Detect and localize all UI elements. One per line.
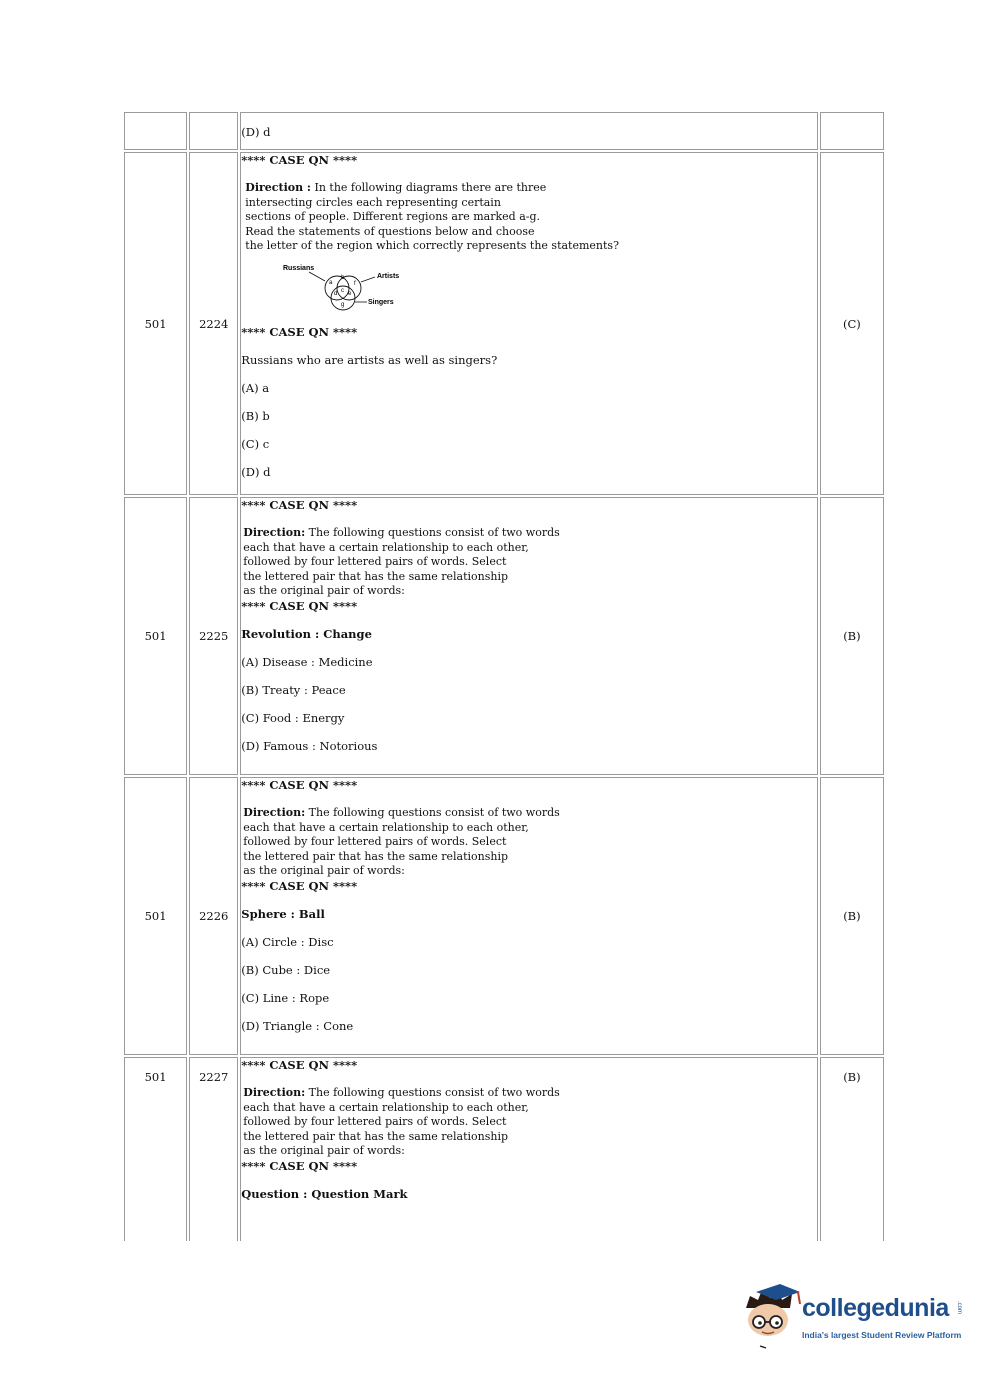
option-b: (B) Cube : Dice [241, 962, 331, 977]
question-id-cell: 2225 [189, 497, 238, 775]
mascot-icon [740, 1282, 802, 1352]
question-table [122, 110, 886, 1241]
table-row [124, 777, 884, 1055]
answer-cell: (B) [820, 497, 884, 775]
direction-label: Direction : [245, 181, 311, 194]
venn-region-e: e [348, 290, 352, 297]
venn-label-russians: Russians [283, 264, 315, 272]
exam-code-cell: 501 [124, 777, 187, 1055]
question-text: Question : Question Mark [241, 1186, 408, 1201]
direction-label: Direction: [243, 1086, 306, 1099]
direction-label: Direction: [243, 806, 306, 819]
case-header: **** CASE QN **** [241, 1058, 358, 1072]
answer-cell: (B) [820, 777, 884, 1055]
venn-region-a: a [329, 279, 333, 286]
table-row [124, 112, 884, 150]
answer-cell [820, 112, 884, 150]
table-row [124, 497, 884, 775]
exam-code-cell [124, 112, 187, 150]
direction-text: Direction : In the following diagrams there are three intersecting circles each representing certain sections of people. Different regions are marked a-g. Read the statements of questions below and choose the letter of the region which correctly represents the statements? [245, 181, 619, 252]
direction-text: Direction: The following questions consist of two words each that have a certain relationship to each other, followed by four lettered pairs of words. Select the lettered pair that has the same relationship as the original pair of words: [243, 526, 560, 597]
direction-label: Direction: [243, 526, 306, 539]
brand-name: collegedunia [802, 1294, 949, 1322]
question-body [240, 777, 818, 1055]
case-header: **** CASE QN **** [241, 153, 358, 167]
case-footer: **** CASE QN **** [241, 324, 358, 339]
option-b: (B) Treaty : Peace [241, 682, 346, 697]
venn-region-f: f [354, 280, 356, 287]
exam-code-cell: 501 [124, 152, 187, 495]
venn-region-d: d [334, 290, 338, 297]
exam-code-cell: 501 [124, 497, 187, 775]
venn-label-singers: Singers [368, 298, 394, 306]
case-header: **** CASE QN **** [241, 778, 358, 792]
venn-diagram [279, 264, 419, 316]
brand-tagline: India's largest Student Review Platform [802, 1330, 962, 1340]
direction-text: Direction: The following questions consist of two words each that have a certain relationship to each other, followed by four lettered pairs of words. Select the lettered pair that has the same relationship as the original pair of words: [243, 806, 560, 877]
question-id-cell: 2226 [189, 777, 238, 1055]
case-footer: **** CASE QN **** [241, 598, 358, 613]
case-footer: **** CASE QN **** [241, 878, 358, 893]
case-header: **** CASE QN **** [241, 498, 358, 512]
venn-arrow-artists [361, 277, 375, 282]
question-id-cell: 2227 [189, 1057, 238, 1241]
question-body [240, 152, 818, 495]
answer-cell: (B) [820, 1057, 884, 1241]
brand-logo[interactable] [740, 1282, 970, 1352]
table-row [124, 152, 884, 495]
answer-cell: (C) [820, 152, 884, 495]
question-sheet [122, 110, 886, 1241]
option-c: (C) c [241, 436, 270, 451]
question-body [240, 112, 818, 150]
venn-label-artists: Artists [377, 272, 400, 280]
venn-region-c: c [341, 287, 345, 294]
option-a: (A) Circle : Disc [241, 934, 334, 949]
option-d: (D) d [241, 125, 271, 139]
question-text: Revolution : Change [241, 626, 372, 641]
option-b: (B) b [241, 408, 270, 423]
question-body [240, 497, 818, 775]
exam-code-cell: 501 [124, 1057, 187, 1241]
case-footer: **** CASE QN **** [241, 1158, 358, 1173]
option-d: (D) d [241, 464, 271, 479]
option-c: (C) Food : Energy [241, 710, 345, 725]
brand-suffix: .com [956, 1301, 962, 1315]
option-a: (A) a [241, 380, 270, 395]
venn-region-g: g [341, 301, 345, 308]
venn-arrow-russians [309, 272, 325, 281]
option-d: (D) Famous : Notorious [241, 738, 378, 753]
option-c: (C) Line : Rope [241, 990, 330, 1005]
option-d: (D) Triangle : Cone [241, 1018, 354, 1033]
question-text: Russians who are artists as well as singers? [241, 352, 498, 367]
direction-text: Direction: The following questions consist of two words each that have a certain relationship to each other, followed by four lettered pairs of words. Select the lettered pair that has the same relationship as the original pair of words: [243, 1086, 560, 1157]
question-id-cell [189, 112, 238, 150]
question-body [240, 1057, 818, 1241]
venn-region-b: b [341, 274, 345, 281]
option-a: (A) Disease : Medicine [241, 654, 373, 669]
table-row [124, 1057, 884, 1241]
question-id-cell: 2224 [189, 152, 238, 495]
question-text: Sphere : Ball [241, 906, 325, 921]
